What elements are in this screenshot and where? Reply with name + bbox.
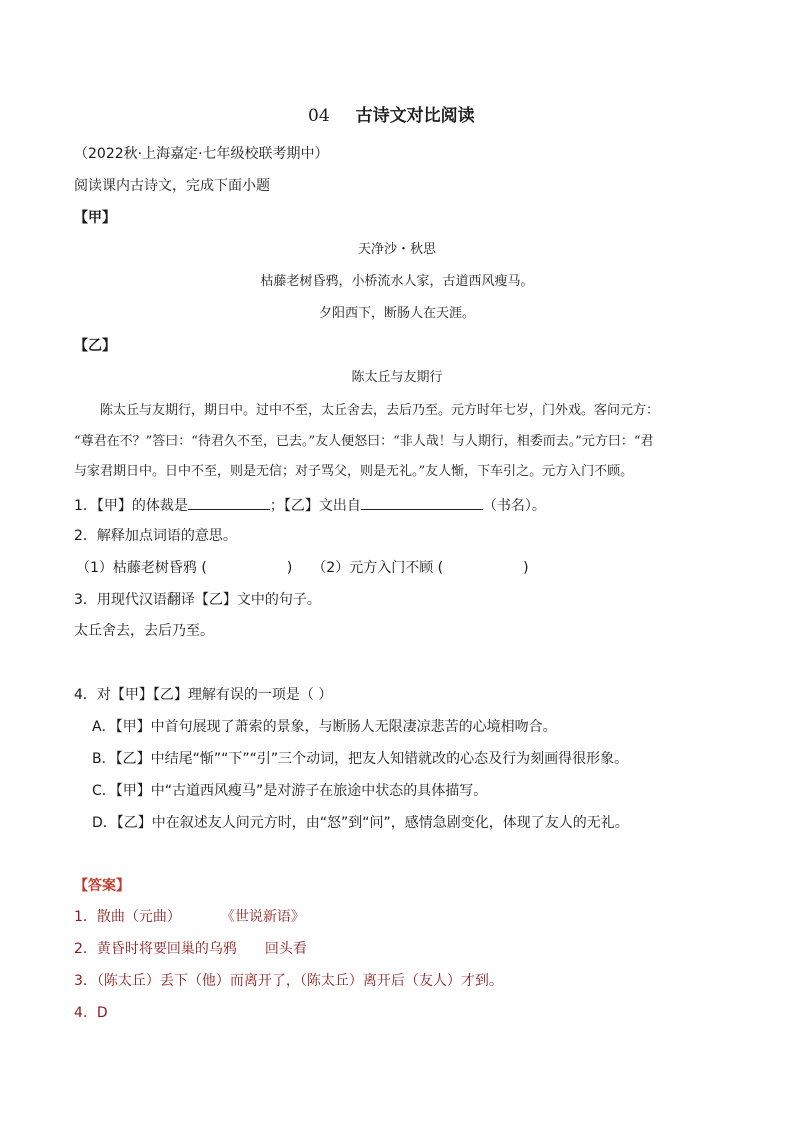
- answer-1: 1．散曲（元曲） 《世说新语》: [74, 909, 305, 925]
- poem-title: 天净沙・秋思: [357, 242, 436, 257]
- source-note: （2022秋·上海嘉定·七年级校联考期中）: [74, 146, 329, 162]
- answer-3: 3．（陈太丘）丢下（他）而离开了，（陈太丘）离开后（友人）才到。: [74, 973, 503, 989]
- page-title: [308, 106, 475, 126]
- title-number: 04: [308, 106, 330, 126]
- sub-2-label: （2）元方入门不顾 (: [312, 560, 444, 576]
- answer-heading: 【答案】: [74, 878, 130, 894]
- question-3-sentence: 太丘舍去，去后乃至。: [74, 623, 214, 639]
- section-jia-label: 【甲】: [74, 210, 116, 226]
- question-1: 1．【甲】的体裁是 ；【乙】文出自 （书名）。: [74, 494, 546, 516]
- sub-1-label: （1）枯藤老树昏鸦 (: [76, 560, 207, 576]
- question-3: 3．用现代汉语翻译【乙】文中的句子。: [74, 592, 321, 608]
- option-b[interactable]: B．【乙】中结尾“惭”“下”“引”三个动词，把友人知错就改的心态及行为刻画得很形象。: [92, 751, 629, 767]
- question-2-subitems: （1）枯藤老树昏鸦 ( ) （2）元方入门不顾 ( ): [76, 560, 529, 576]
- title-text: 古诗文对比阅读: [355, 106, 475, 126]
- instruction: 阅读课内古诗文，完成下面小题: [74, 178, 270, 194]
- poem-line-2: 夕阳西下，断肠人在天涯。: [318, 306, 475, 321]
- option-d[interactable]: D．【乙】中在叙述友人问元方时，由“怒”到“问”，感情急剧变化，体现了友人的无礼。: [92, 815, 629, 831]
- question-2: 2．解释加点词语的意思。: [74, 528, 237, 544]
- option-c[interactable]: C．【甲】中“古道西风瘦马”是对游子在旅途中状态的具体描写。: [92, 783, 488, 799]
- answer-4: 4．D: [74, 1005, 108, 1021]
- answer-blank-book[interactable]: [361, 494, 483, 510]
- answer-blank-genre[interactable]: [188, 494, 270, 510]
- poem-line-1: 枯藤老树昏鸦，小桥流水人家，古道西风瘦马。: [260, 274, 534, 289]
- question-4: 4．对【甲】【乙】理解有误的一项是（ ）: [74, 687, 333, 703]
- section-yi-label: 【乙】: [74, 338, 116, 354]
- option-a[interactable]: A．【甲】中首句展现了萧索的景象，与断肠人无限凄凉悲苦的心境相吻合。: [92, 719, 557, 735]
- prose-title: 陈太丘与友期行: [351, 370, 443, 385]
- answer-2: 2．黄昏时将要回巢的乌鸦 回头看: [74, 941, 307, 957]
- prose-line-3: 与家君期日中。日中不至，则是无信；对子骂父，则是无礼。”友人惭，下车引之。元方入门不顾。: [74, 464, 634, 479]
- prose-line-1: 陈太丘与友期行，期日中。过中不至，太丘舍去，去后乃至。元方时年七岁，门外戏。客问元方：: [100, 403, 660, 418]
- prose-line-2: “尊君在不？”答曰：“待君久不至，已去。”友人便怒曰：“非人哉！与人期行，相委而去。”元方曰：“君: [74, 434, 654, 449]
